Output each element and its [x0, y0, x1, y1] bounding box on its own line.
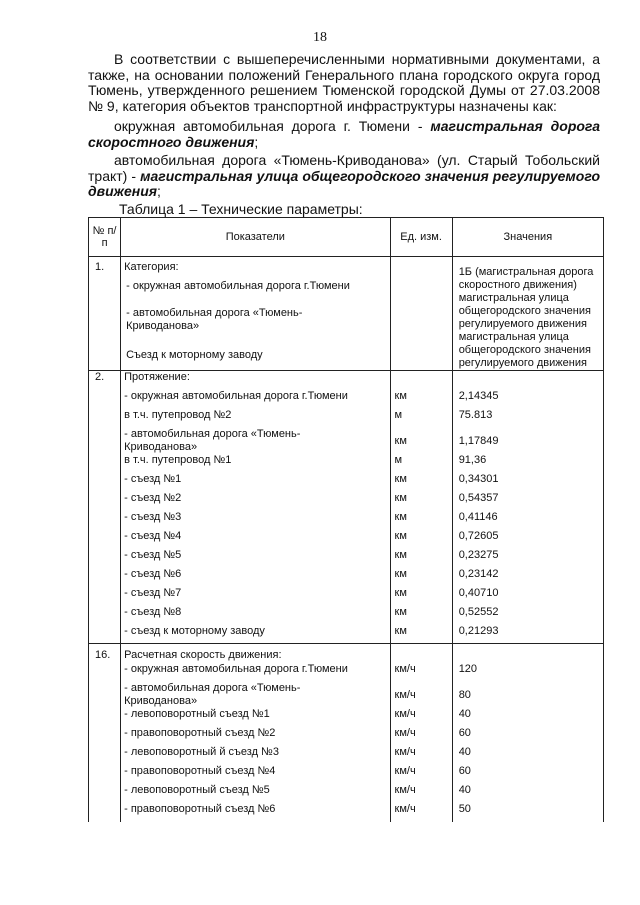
table-row — [89, 727, 604, 746]
table-cell-name: - съезд к моторному заводу — [121, 625, 390, 644]
intro-paragraph: В соответствии с вышеперечисленными нормативными документами, а также, на основании положений Генерального плана городского округа город Тюмень, утвержденного решением Тюменской городской Думы от 27.03.2008 № 9, категория объектов транспортной инфраструктуры назначены как: — [88, 51, 600, 114]
road-category-paragraph-1 — [88, 119, 600, 150]
table-cell-unit: км — [390, 473, 452, 492]
header-name: Показатели — [121, 218, 390, 257]
table-cell-value: 75.813 — [452, 409, 603, 428]
road-name-text: окружная автомобильная дорога г. Тюмени - — [114, 118, 431, 134]
table-cell-unit: км — [390, 606, 452, 625]
table-cell-name-text: - автомобильная дорога «Тюмень-Криводанова» — [124, 681, 301, 707]
table-cell-name: - съезд №6 — [121, 568, 390, 587]
table-cell-name: Съезд к моторному заводу — [126, 349, 263, 361]
table-cell-value: 0,34301 — [452, 473, 603, 492]
speed-section-title-row — [89, 644, 604, 663]
row-number: 16. — [89, 644, 121, 663]
category-names — [121, 257, 390, 371]
table-cell-value: 0,72605 — [452, 530, 603, 549]
table-cell-name: - правоповоротный съезд №4 — [121, 765, 390, 784]
table-row — [89, 746, 604, 765]
table-cell-name: - левоповоротный съезд №1 — [121, 708, 390, 727]
table-cell-unit: км/ч — [390, 708, 452, 727]
table-cell-value: 40 — [452, 746, 603, 765]
table-cell-value: 2,14345 — [452, 390, 603, 409]
table-cell-name-text: - автомобильная дорога «Тюмень-Криводанова» — [124, 427, 301, 453]
road-name-text: автомобильная дорога «Тюмень-Криводанова» (ул. Старый Тобольский тракт) - — [88, 152, 600, 184]
category-values — [452, 257, 603, 371]
table-row — [89, 390, 604, 409]
section-title: Протяжение: — [121, 371, 390, 390]
table-cell-value: 0,40710 — [452, 587, 603, 606]
table-cell-value: 40 — [452, 784, 603, 803]
table-cell-value: 1,17849 — [452, 428, 603, 454]
section-title: Расчетная скорость движения: — [121, 644, 390, 663]
table-cell-value: 60 — [452, 727, 603, 746]
table-cell-name: - правоповоротный съезд №2 — [121, 727, 390, 746]
road-category-emphasis: магистральная дорога скоростного движения — [88, 118, 600, 150]
table-cell-unit: км — [390, 568, 452, 587]
table-row — [89, 606, 604, 625]
table-cell-value: 91,36 — [452, 454, 603, 473]
table-cell-name: - правоповоротный съезд №6 — [121, 803, 390, 822]
table-cell-value: 0,52552 — [452, 606, 603, 625]
table-cell-unit: м — [390, 454, 452, 473]
row-number: 2. — [89, 371, 121, 390]
table-header-row — [89, 218, 604, 257]
table-cell-unit: км — [390, 511, 452, 530]
header-unit: Ед. изм. — [390, 218, 452, 257]
table-cell-value: 120 — [452, 663, 603, 682]
table-row — [89, 428, 604, 454]
table-cell-value: 80 — [452, 682, 603, 708]
table-cell-value: 60 — [452, 765, 603, 784]
table-cell-unit: км/ч — [390, 746, 452, 765]
table-cell-unit: км — [390, 549, 452, 568]
table-cell-name: - съезд №7 — [121, 587, 390, 606]
table-row — [89, 473, 604, 492]
table-cell-name: - съезд №5 — [121, 549, 390, 568]
table-cell-unit: км/ч — [390, 765, 452, 784]
table-row — [89, 409, 604, 428]
table-cell-unit: км/ч — [390, 784, 452, 803]
table-cell-value: 0,41146 — [452, 511, 603, 530]
page-number: 18 — [313, 30, 327, 45]
table-row — [89, 625, 604, 644]
table-row — [89, 568, 604, 587]
table-row — [89, 765, 604, 784]
table-cell-unit: м — [390, 409, 452, 428]
table-cell-name: - левоповоротный й съезд №3 — [121, 746, 390, 765]
table-cell-name: - окружная автомобильная дорога г.Тюмени — [121, 390, 390, 409]
table-cell-name: - съезд №8 — [121, 606, 390, 625]
category-section — [89, 257, 604, 371]
table-cell-value: 1Б (магистральная дорога скоростного движения) — [458, 266, 594, 291]
table-row — [89, 682, 604, 708]
table-cell-unit: км — [390, 530, 452, 549]
table-cell-name: - съезд №3 — [121, 511, 390, 530]
table-row — [89, 803, 604, 822]
table-cell-name: - съезд №1 — [121, 473, 390, 492]
row-number: 1. — [89, 257, 121, 371]
table-cell-value: 0,23142 — [452, 568, 603, 587]
table-row — [89, 492, 604, 511]
table-cell-name: в т.ч. путепровод №1 — [121, 454, 390, 473]
table-cell-value: 0,21293 — [452, 625, 603, 644]
table-cell-unit: км — [390, 390, 452, 409]
table-cell-name: в т.ч. путепровод №2 — [121, 409, 390, 428]
table-cell-unit: км — [390, 492, 452, 511]
table-row — [89, 587, 604, 606]
table-cell-value: 40 — [452, 708, 603, 727]
table-cell-value: 0,54357 — [452, 492, 603, 511]
road-category-emphasis: магистральная улица общегородского значения регулируемого движения — [88, 167, 600, 199]
table-cell-name: - съезд №2 — [121, 492, 390, 511]
table-row — [89, 784, 604, 803]
table-cell-name: - окружная автомобильная дорога г.Тюмени — [126, 280, 350, 292]
road-category-paragraph-2 — [88, 153, 600, 200]
table-cell-name: - левоповоротный съезд №5 — [121, 784, 390, 803]
table-row — [89, 708, 604, 727]
table-row — [89, 549, 604, 568]
table-row — [89, 511, 604, 530]
table-cell-value: 50 — [452, 803, 603, 822]
table-cell-unit: км/ч — [390, 803, 452, 822]
table-cell-unit: км/ч — [390, 663, 452, 682]
table-row — [89, 530, 604, 549]
header-value: Значения — [452, 218, 603, 257]
punctuation: ; — [157, 183, 161, 199]
table-cell-value: магистральная улица общегородского значения регулируемого движения — [458, 292, 591, 330]
table-cell-unit: км/ч — [390, 682, 452, 708]
table-cell-unit: км — [390, 428, 452, 454]
table-cell-name: - автомобильная дорога «Тюмень-Криводанова» — [126, 307, 303, 332]
table-cell-value: магистральная улица общегородского значения регулируемого движения — [458, 331, 591, 369]
table-row — [89, 454, 604, 473]
category-unit — [390, 257, 452, 371]
table-cell-unit: км — [390, 625, 452, 644]
punctuation: ; — [254, 133, 259, 150]
parameters-table — [88, 217, 604, 822]
table-cell-unit: км/ч — [390, 727, 452, 746]
table-cell-name: - съезд №4 — [121, 530, 390, 549]
table-cell-value: 0,23275 — [452, 549, 603, 568]
header-num: № п/п — [89, 218, 121, 257]
table-cell-name — [121, 682, 390, 708]
length-section-title-row — [89, 371, 604, 390]
section-title: Категория: — [124, 261, 179, 273]
table-cell-name — [121, 428, 390, 454]
table-cell-name: - окружная автомобильная дорога г.Тюмени — [121, 663, 390, 682]
table-caption: Таблица 1 – Технические параметры: — [119, 201, 363, 217]
table-row — [89, 663, 604, 682]
table-cell-unit: км — [390, 587, 452, 606]
